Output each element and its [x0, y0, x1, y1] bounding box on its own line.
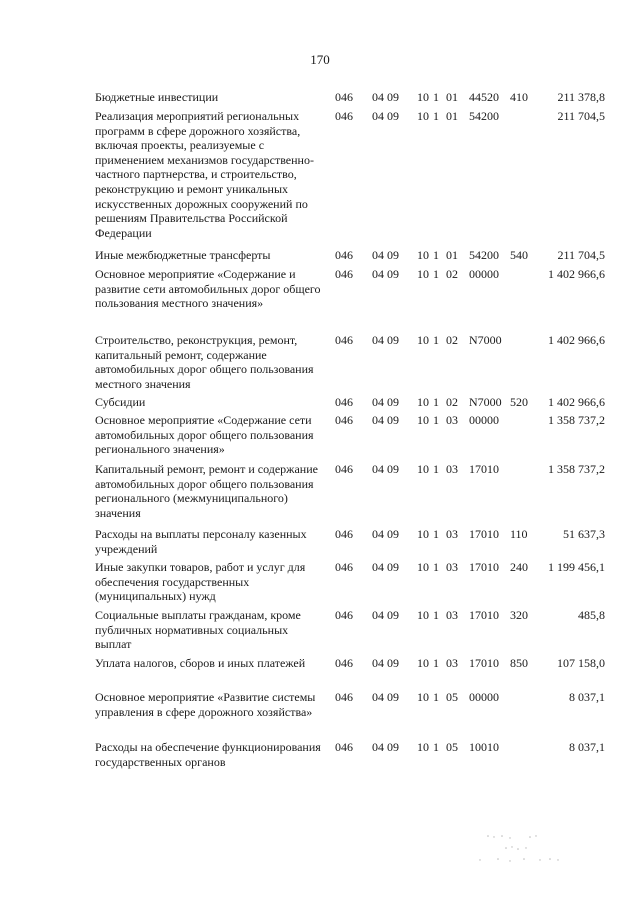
- row-program-4: 00000: [469, 413, 499, 427]
- row-program-1: 10: [417, 248, 429, 262]
- faint-stamp-marks: [440, 832, 580, 872]
- row-section: 04 09: [372, 267, 399, 281]
- row-ministry: 046: [335, 413, 353, 427]
- row-name: Социальные выплаты гражданам, кроме публичных нормативных социальных выплат: [95, 608, 301, 652]
- row-program-4: 54200: [469, 248, 499, 262]
- row-amount: 1 199 456,1: [548, 560, 605, 574]
- row-program-2: 1: [433, 248, 439, 262]
- row-program-3: 02: [446, 267, 458, 281]
- row-program-4: 17010: [469, 527, 499, 541]
- row-section: 04 09: [372, 395, 399, 409]
- row-program-3: 03: [446, 656, 458, 670]
- row-section: 04 09: [372, 333, 399, 347]
- row-program-1: 10: [417, 527, 429, 541]
- row-amount: 51 637,3: [563, 527, 605, 541]
- row-program-1: 10: [417, 267, 429, 281]
- row-program-1: 10: [417, 740, 429, 754]
- row-ministry: 046: [335, 656, 353, 670]
- row-program-4: N7000: [469, 333, 502, 347]
- row-ministry: 046: [335, 395, 353, 409]
- row-section: 04 09: [372, 608, 399, 622]
- row-program-2: 1: [433, 608, 439, 622]
- row-ministry: 046: [335, 267, 353, 281]
- row-ministry: 046: [335, 740, 353, 754]
- page-number: 170: [310, 52, 330, 67]
- row-expense-type: 520: [510, 395, 528, 409]
- row-program-4: 44520: [469, 90, 499, 104]
- row-program-2: 1: [433, 690, 439, 704]
- row-expense-type: 320: [510, 608, 528, 622]
- row-program-3: 05: [446, 740, 458, 754]
- row-program-2: 1: [433, 656, 439, 670]
- row-section: 04 09: [372, 413, 399, 427]
- row-program-1: 10: [417, 462, 429, 476]
- row-expense-type: 540: [510, 248, 528, 262]
- row-program-2: 1: [433, 90, 439, 104]
- row-amount: 211 378,8: [557, 90, 605, 104]
- row-name: Субсидии: [95, 395, 146, 409]
- row-program-3: 01: [446, 109, 458, 123]
- row-ministry: 046: [335, 333, 353, 347]
- row-ministry: 046: [335, 462, 353, 476]
- row-program-4: 54200: [469, 109, 499, 123]
- row-program-4: N7000: [469, 395, 502, 409]
- row-program-3: 03: [446, 608, 458, 622]
- row-program-2: 1: [433, 109, 439, 123]
- row-name: Строительство, реконструкция, ремонт, капитальный ремонт, содержание автомобильных дорог общего пользования местного значения: [95, 333, 314, 391]
- row-ministry: 046: [335, 608, 353, 622]
- row-program-3: 01: [446, 248, 458, 262]
- row-program-1: 10: [417, 333, 429, 347]
- row-program-1: 10: [417, 109, 429, 123]
- row-expense-type: 240: [510, 560, 528, 574]
- row-name: Бюджетные инвестиции: [95, 90, 219, 104]
- row-program-1: 10: [417, 656, 429, 670]
- row-amount: 1 402 966,6: [548, 333, 605, 347]
- row-program-4: 17010: [469, 656, 499, 670]
- row-section: 04 09: [372, 90, 399, 104]
- row-amount: 1 358 737,2: [548, 413, 605, 427]
- row-program-4: 17010: [469, 560, 499, 574]
- row-program-1: 10: [417, 413, 429, 427]
- row-program-4: 10010: [469, 740, 499, 754]
- row-ministry: 046: [335, 690, 353, 704]
- row-program-2: 1: [433, 267, 439, 281]
- row-amount: 485,8: [578, 608, 605, 622]
- row-ministry: 046: [335, 90, 353, 104]
- row-section: 04 09: [372, 248, 399, 262]
- row-expense-type: 850: [510, 656, 528, 670]
- row-name: Иные межбюджетные трансферты: [95, 248, 271, 262]
- row-program-1: 10: [417, 690, 429, 704]
- row-program-1: 10: [417, 90, 429, 104]
- row-name: Основное мероприятие «Содержание и развитие сети автомобильных дорог общего пользования местного значения»: [95, 267, 321, 311]
- row-program-3: 02: [446, 333, 458, 347]
- row-section: 04 09: [372, 462, 399, 476]
- row-amount: 1 402 966,6: [548, 267, 605, 281]
- row-program-2: 1: [433, 462, 439, 476]
- row-program-3: 03: [446, 413, 458, 427]
- row-program-4: 17010: [469, 462, 499, 476]
- row-program-3: 03: [446, 527, 458, 541]
- row-program-2: 1: [433, 395, 439, 409]
- row-amount: 1 402 966,6: [548, 395, 605, 409]
- row-amount: 8 037,1: [569, 690, 605, 704]
- row-amount: 1 358 737,2: [548, 462, 605, 476]
- row-program-2: 1: [433, 740, 439, 754]
- row-program-1: 10: [417, 608, 429, 622]
- row-amount: 211 704,5: [557, 248, 605, 262]
- row-name: Расходы на обеспечение функционирования государственных органов: [95, 740, 321, 769]
- row-program-3: 05: [446, 690, 458, 704]
- row-name: Уплата налогов, сборов и иных платежей: [95, 656, 306, 670]
- row-name: Иные закупки товаров, работ и услуг для обеспечения государственных (муниципальных) нужд: [95, 560, 306, 604]
- row-program-2: 1: [433, 527, 439, 541]
- row-amount: 211 704,5: [557, 109, 605, 123]
- row-name: Капитальный ремонт, ремонт и содержание автомобильных дорог общего пользования регионального (межмуниципального) значения: [95, 462, 318, 520]
- row-name: Реализация мероприятий региональных программ в сфере дорожного хозяйства, включая проекты, реализуемые с применением механизмов государственно-частного партнерства, и строительство, реконструкцию и ремонт уникальных искусственных дорожных сооружений по решениям Правительства Российской Федерации: [95, 109, 314, 240]
- row-name: Основное мероприятие «Содержание сети автомобильных дорог общего пользования регионального значения»: [95, 413, 314, 457]
- row-name: Расходы на выплаты персоналу казенных учреждений: [95, 527, 307, 556]
- row-program-3: 03: [446, 462, 458, 476]
- row-program-3: 02: [446, 395, 458, 409]
- row-amount: 8 037,1: [569, 740, 605, 754]
- row-ministry: 046: [335, 560, 353, 574]
- row-section: 04 09: [372, 690, 399, 704]
- row-program-2: 1: [433, 333, 439, 347]
- row-program-2: 1: [433, 413, 439, 427]
- row-program-4: 00000: [469, 690, 499, 704]
- row-amount: 107 158,0: [557, 656, 605, 670]
- row-section: 04 09: [372, 740, 399, 754]
- row-program-4: 00000: [469, 267, 499, 281]
- row-section: 04 09: [372, 527, 399, 541]
- row-ministry: 046: [335, 527, 353, 541]
- row-program-1: 10: [417, 560, 429, 574]
- row-section: 04 09: [372, 656, 399, 670]
- row-ministry: 046: [335, 109, 353, 123]
- row-program-3: 03: [446, 560, 458, 574]
- row-ministry: 046: [335, 248, 353, 262]
- row-section: 04 09: [372, 109, 399, 123]
- row-program-1: 10: [417, 395, 429, 409]
- row-expense-type: 410: [510, 90, 528, 104]
- row-section: 04 09: [372, 560, 399, 574]
- row-program-4: 17010: [469, 608, 499, 622]
- row-program-3: 01: [446, 90, 458, 104]
- row-name: Основное мероприятие «Развитие системы управления в сфере дорожного хозяйства»: [95, 690, 316, 719]
- row-program-2: 1: [433, 560, 439, 574]
- row-expense-type: 110: [510, 527, 528, 541]
